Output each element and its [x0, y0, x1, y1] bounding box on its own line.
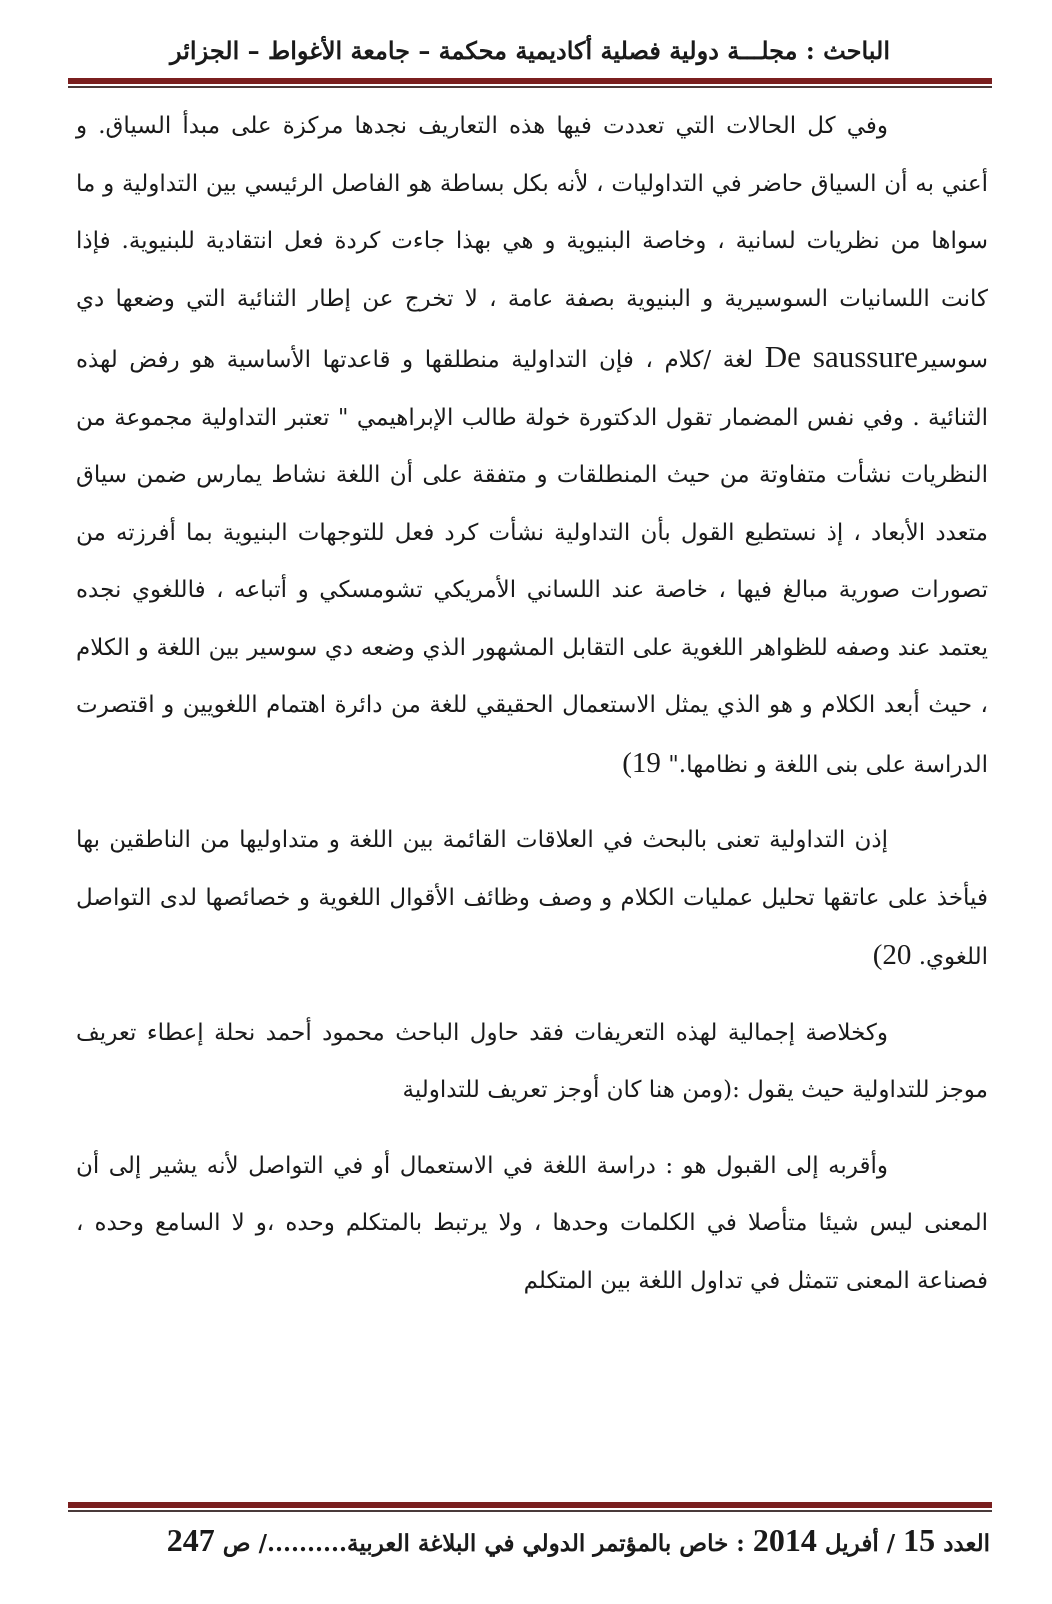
- reference-19: (19: [622, 746, 661, 779]
- article-body: [76, 98, 988, 1310]
- footer-divider-thick: [68, 1502, 992, 1508]
- issue-year: 2014: [752, 1522, 817, 1558]
- latin-term: De saussure: [764, 339, 918, 374]
- header-divider-thick: [68, 78, 992, 84]
- paragraph-3: [76, 1005, 988, 1120]
- issue-month: أفريل: [824, 1530, 879, 1557]
- issue-label: العدد: [943, 1530, 990, 1557]
- paragraph-1: [76, 98, 988, 794]
- issue-number: 15: [903, 1522, 936, 1558]
- paragraph-3-text: وكخلاصة إجمالية لهذه التعريفات فقد حاول الباحث محمود أحمد نحلة إعطاء تعريف موجز للتداولية حيث يقول :(ومن هنا كان أوجز تعريف للتداولية: [76, 1019, 988, 1103]
- page-footer: [100, 1520, 990, 1564]
- issue-separator: /: [886, 1530, 896, 1557]
- header-divider-thin: [68, 86, 992, 88]
- page-number: 247: [166, 1522, 215, 1558]
- paragraph-4-text: وأقربه إلى القبول هو : دراسة اللغة في الاستعمال أو في التواصل لأنه يشير إلى أن المعنى ليس شيئا متأصلا في الكلمات وحدها ، ولا يرتبط بالمتكلم وحده ،و لا السامع وحده ، فصناعة المعنى تتمثل في تداول اللغة بين المتكلم: [76, 1152, 988, 1294]
- paragraph-4: [76, 1138, 988, 1311]
- paragraph-1-text-a: وفي كل الحالات التي تعددت فيها هذه التعاريف نجدها مركزة على مبدأ السياق. و أعني به أن السياق حاضر في التداوليات ، لأنه بكل بساطة هو الفاصل الرئيسي بين التداولية و ما سواها من نظريات لسانية ، وخاصة البنيوية و هي بهذا جاءت كردة فعل انتقادية للبنيوية. فإذا كانت اللسانيات السوسيرية و البنيوية بصفة عامة ، لا تخرج عن إطار الثنائية التي وضعها دي سوسير: [76, 113, 989, 373]
- running-header: الباحث : مجلـــة دولية فصلية أكاديمية محكمة – جامعة الأغواط – الجزائر: [169, 36, 891, 65]
- footer-divider: [68, 1502, 992, 1512]
- reference-20: (20: [872, 939, 912, 971]
- paragraph-2-text: إذن التداولية تعنى بالبحث في العلاقات القائمة بين اللغة و متداوليها من الناطقين بها فيأخذ على عاتقها تحليل عمليات الكلام و وصف وظائف الأقوال اللغوية و خصائصها لدى التواصل اللغوي.: [76, 827, 988, 970]
- paragraph-2: [76, 812, 988, 987]
- special-issue-text: : خاص بالمؤتمر الدولي في البلاغة العربية........../: [258, 1530, 745, 1557]
- paragraph-1-text-b: لغة /كلام ، فإن التداولية منطلقها و قاعدتها الأساسية هو رفض لهذه الثنائية . وفي نفس المضمار تقول الدكتورة خولة طالب الإبراهيمي " تعتبر التداولية مجموعة من النظريات نشأت متفاوتة من حيث المنطلقات و متفقة على أن اللغة نشاط يمارس ضمن سياق متعدد الأبعاد ، إذ نستطيع القول بأن التداولية نشأت كرد فعل للتوجهات البنيوية بما أفرزته من تصورات صورية مبالغ فيها ، خاصة عند اللساني الأمريكي تشومسكي و أتباعه ، فاللغوي نجده يعتمد عند وصفه للظواهر اللغوية على التقابل المشهور الذي وضعه دي سوسير بين اللغة و الكلام ، حيث أبعد الكلام و هو الذي يمثل الاستعمال الحقيقي للغة من دائرة اهتمام اللغويين و اقتصرت الدراسة على بنى اللغة و نظامها.": [76, 347, 988, 778]
- footer-divider-thin: [68, 1510, 992, 1512]
- header-divider: [68, 78, 992, 88]
- page-label: ص: [222, 1530, 251, 1557]
